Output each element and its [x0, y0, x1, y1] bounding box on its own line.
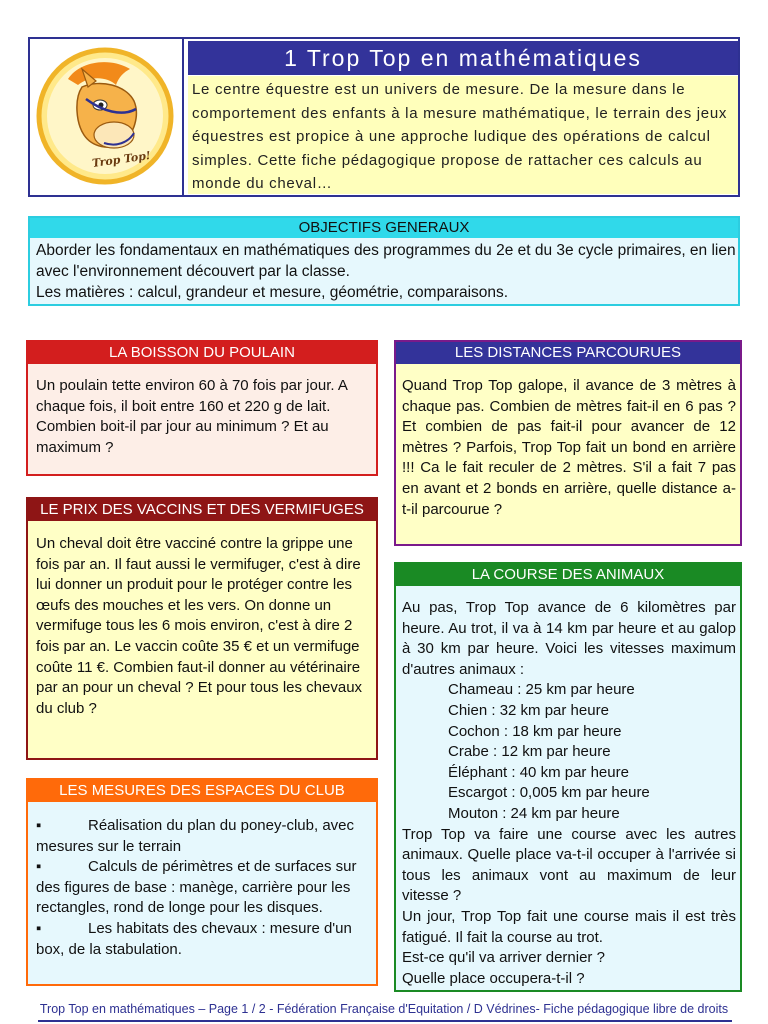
prix-title: LE PRIX DES VACCINS ET DES VERMIFUGES	[28, 499, 376, 521]
course-intro: Au pas, Trop Top avance de 6 kilomètres par heure. Au trot, il va à 14 km par heure et au galop à 30 km par heure. Voici les vitesses maximum d'autres animaux :	[402, 599, 736, 678]
animal-speed: Cochon : 18 km par heure	[448, 722, 622, 740]
list-item-text: Réalisation du plan du poney-club, avec mesures sur le terrain	[36, 817, 355, 855]
objectives-title: OBJECTIFS GENERAUX	[30, 218, 738, 238]
course-question: Trop Top va faire une course avec les autres animaux. Quelle place va-t-il occuper à l'arrivée si tous les animaux vont au maximum de leur vitesse ?	[402, 825, 736, 905]
course-body	[402, 598, 736, 989]
page-title: 1 Trop Top en mathématiques	[188, 41, 738, 75]
mesures-title: LES MESURES DES ESPACES DU CLUB	[28, 780, 376, 802]
boisson-text: Un poulain tette environ 60 à 70 fois par jour. A chaque fois, il boit entre 160 et 220 g de lait. Combien boit-il par jour au minimum ? Et au maximum ?	[36, 377, 348, 456]
list-item	[36, 816, 370, 857]
objectives-body	[36, 240, 736, 303]
list-item-text: Les habitats des chevaux : mesure d'un box, de la stabulation.	[36, 919, 352, 958]
course-question: Un jour, Trop Top fait une course mais il est très fatigué. Il fait la course au trot.	[402, 907, 736, 946]
list-item-text: Calculs de périmètres et de surfaces sur des figures de base : manège, carrière pour les rectangles, rond de longe pour les disques.	[36, 858, 357, 917]
objectives-line: Les matières : calcul, grandeur et mesure, géométrie, comparaisons.	[36, 284, 509, 301]
bullet-icon: ▪	[36, 858, 42, 876]
course-question: Est-ce qu'il va arriver dernier ?	[402, 949, 605, 967]
logo-text: Trop Top!	[91, 148, 152, 171]
prix-text: Un cheval doit être vacciné contre la grippe une fois par an. Il faut aussi le vermifuger, c'est à dire lui donner un produit pour le protéger contre les œufs des mouches et les vers. On donne un vermifuge tous les 6 mois environ, c'est à dire 2 fois par an. Le vaccin coûte 35 € et un vermifuge coûte 11 €. Combien faut-il donner au vétérinaire par an pour un cheval ? Et pour tous les chevaux du club ?	[36, 535, 363, 717]
objectives-line: Aborder les fondamentaux en mathématiques des programmes du 2e et du 3e cycle primaires, en lien avec l'environnement découvert par la classe.	[36, 242, 736, 280]
list-item	[36, 857, 370, 919]
animal-speed: Chien : 32 km par heure	[448, 701, 609, 719]
list-item	[36, 919, 370, 960]
footer-divider	[38, 1020, 732, 1022]
distances-text: Quand Trop Top galope, il avance de 3 mètres à chaque pas. Combien de mètres fait-il en 6 pas ? Et combien de pas fait-il pour avancer de 12 mètres ? Parfois, Trop Top fait un bond en arrière !!! Ca le fait reculer de 2 mètres. S'il a fait 7 pas en avant et 2 bonds en arrière, quelle distance a-t-il parcourue ?	[402, 377, 736, 518]
animal-speed: Escargot : 0,005 km par heure	[448, 784, 650, 802]
footer-text: Trop Top en mathématiques – Page 1 / 2 - Fédération Française d'Equitation / D Védrines- Fiche pédagogique libre de droits	[39, 1002, 729, 1016]
boisson-title: LA BOISSON DU POULAIN	[28, 342, 376, 364]
bullet-icon: ▪	[36, 919, 42, 937]
intro-text: Le centre équestre est un univers de mesure. De la mesure dans le comportement des enfants à la mesure mathématique, le terrain des jeux équestres est propice à une approche ludique des opérations de calcul simples. Cette fiche pédagogique propose de rattacher ces calculs au monde du cheval…	[188, 76, 738, 194]
animal-speed: Chameau : 25 km par heure	[448, 681, 635, 699]
logo-cell	[30, 39, 184, 195]
animal-speed: Éléphant : 40 km par heure	[448, 763, 629, 781]
bullet-icon: ▪	[36, 817, 42, 834]
distances-title: LES DISTANCES PARCOURUES	[396, 342, 740, 364]
animal-speed: Crabe : 12 km par heure	[448, 743, 611, 761]
mesures-list	[36, 816, 370, 960]
course-question: Quelle place occupera-t-il ?	[402, 969, 585, 987]
course-title: LA COURSE DES ANIMAUX	[396, 564, 740, 586]
animal-speed: Mouton : 24 km par heure	[448, 804, 620, 822]
